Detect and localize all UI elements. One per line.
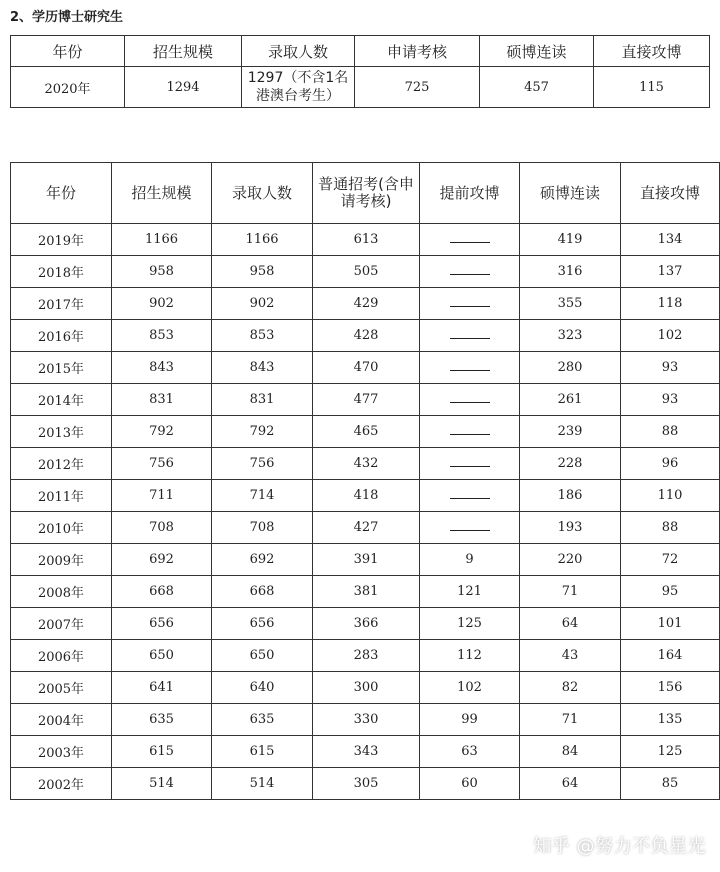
table-row bbox=[11, 256, 720, 288]
table-row bbox=[11, 704, 720, 736]
cell-successive: 228 bbox=[520, 448, 621, 480]
cell-admitted: 958 bbox=[212, 256, 313, 288]
table-row bbox=[11, 448, 720, 480]
empty-dash bbox=[450, 360, 490, 371]
cell-direct: 110 bbox=[621, 480, 720, 512]
cell-successive: 186 bbox=[520, 480, 621, 512]
cell-year: 2020年 bbox=[11, 67, 125, 108]
cell-early-phd bbox=[420, 288, 520, 320]
cell-year: 2018年 bbox=[11, 256, 112, 288]
cell-general-exam: 613 bbox=[313, 224, 420, 256]
cell-admitted: 1297（不含1名港澳台考生） bbox=[242, 67, 355, 108]
section-title: 2、学历博士研究生 bbox=[10, 10, 124, 25]
cell-successive: 64 bbox=[520, 768, 621, 800]
header-direct: 直接攻博 bbox=[594, 36, 710, 67]
cell-plan: 615 bbox=[112, 736, 212, 768]
header-direct: 直接攻博 bbox=[621, 163, 720, 224]
cell-direct: 88 bbox=[621, 512, 720, 544]
cell-successive: 84 bbox=[520, 736, 621, 768]
cell-successive: 261 bbox=[520, 384, 621, 416]
cell-successive: 323 bbox=[520, 320, 621, 352]
cell-successive: 316 bbox=[520, 256, 621, 288]
cell-early-phd: 112 bbox=[420, 640, 520, 672]
empty-dash bbox=[450, 424, 490, 435]
cell-year: 2008年 bbox=[11, 576, 112, 608]
cell-year: 2016年 bbox=[11, 320, 112, 352]
cell-early-phd: 125 bbox=[420, 608, 520, 640]
cell-plan: 831 bbox=[112, 384, 212, 416]
cell-early-phd bbox=[420, 416, 520, 448]
cell-plan: 656 bbox=[112, 608, 212, 640]
cell-admitted: 668 bbox=[212, 576, 313, 608]
cell-admitted: 831 bbox=[212, 384, 313, 416]
cell-plan: 843 bbox=[112, 352, 212, 384]
cell-early-phd bbox=[420, 256, 520, 288]
header-plan: 招生规模 bbox=[112, 163, 212, 224]
cell-successive: 355 bbox=[520, 288, 621, 320]
cell-year: 2007年 bbox=[11, 608, 112, 640]
cell-early-phd: 63 bbox=[420, 736, 520, 768]
cell-admitted: 756 bbox=[212, 448, 313, 480]
cell-successive: 64 bbox=[520, 608, 621, 640]
cell-plan: 668 bbox=[112, 576, 212, 608]
cell-early-phd: 60 bbox=[420, 768, 520, 800]
header-year: 年份 bbox=[11, 36, 125, 67]
cell-year: 2002年 bbox=[11, 768, 112, 800]
cell-plan: 650 bbox=[112, 640, 212, 672]
cell-plan: 692 bbox=[112, 544, 212, 576]
cell-direct: 96 bbox=[621, 448, 720, 480]
cell-general-exam: 432 bbox=[313, 448, 420, 480]
cell-direct: 137 bbox=[621, 256, 720, 288]
cell-direct: 88 bbox=[621, 416, 720, 448]
cell-admitted: 615 bbox=[212, 736, 313, 768]
cell-plan: 708 bbox=[112, 512, 212, 544]
cell-early-phd bbox=[420, 512, 520, 544]
cell-year: 2012年 bbox=[11, 448, 112, 480]
cell-admitted: 650 bbox=[212, 640, 313, 672]
cell-successive: 457 bbox=[480, 67, 594, 108]
cell-general-exam: 366 bbox=[313, 608, 420, 640]
cell-direct: 125 bbox=[621, 736, 720, 768]
cell-early-phd bbox=[420, 320, 520, 352]
cell-successive: 71 bbox=[520, 576, 621, 608]
cell-admitted: 708 bbox=[212, 512, 313, 544]
header-early-phd: 提前攻博 bbox=[420, 163, 520, 224]
cell-direct: 115 bbox=[594, 67, 710, 108]
table-row bbox=[11, 352, 720, 384]
cell-successive: 419 bbox=[520, 224, 621, 256]
cell-plan: 902 bbox=[112, 288, 212, 320]
cell-admitted: 792 bbox=[212, 416, 313, 448]
header-successive: 硕博连读 bbox=[480, 36, 594, 67]
cell-early-phd: 99 bbox=[420, 704, 520, 736]
cell-general-exam: 429 bbox=[313, 288, 420, 320]
cell-admitted: 640 bbox=[212, 672, 313, 704]
cell-year: 2014年 bbox=[11, 384, 112, 416]
cell-plan: 792 bbox=[112, 416, 212, 448]
cell-general-exam: 470 bbox=[313, 352, 420, 384]
cell-early-phd bbox=[420, 352, 520, 384]
cell-successive: 82 bbox=[520, 672, 621, 704]
cell-year: 2019年 bbox=[11, 224, 112, 256]
header-successive: 硕博连读 bbox=[520, 163, 621, 224]
cell-general-exam: 300 bbox=[313, 672, 420, 704]
cell-year: 2013年 bbox=[11, 416, 112, 448]
header-admitted: 录取人数 bbox=[242, 36, 355, 67]
table-row bbox=[11, 384, 720, 416]
table-row bbox=[11, 736, 720, 768]
watermark: 知乎 @努力不负星光 bbox=[533, 836, 706, 857]
empty-dash bbox=[450, 264, 490, 275]
cell-year: 2015年 bbox=[11, 352, 112, 384]
cell-year: 2011年 bbox=[11, 480, 112, 512]
empty-dash bbox=[450, 392, 490, 403]
cell-general-exam: 283 bbox=[313, 640, 420, 672]
table-row bbox=[11, 768, 720, 800]
cell-plan: 514 bbox=[112, 768, 212, 800]
cell-plan: 635 bbox=[112, 704, 212, 736]
cell-direct: 93 bbox=[621, 384, 720, 416]
cell-general-exam: 330 bbox=[313, 704, 420, 736]
cell-early-phd: 9 bbox=[420, 544, 520, 576]
cell-year: 2017年 bbox=[11, 288, 112, 320]
cell-year: 2004年 bbox=[11, 704, 112, 736]
table-row bbox=[11, 416, 720, 448]
cell-direct: 118 bbox=[621, 288, 720, 320]
empty-dash bbox=[450, 488, 490, 499]
cell-early-phd bbox=[420, 384, 520, 416]
cell-plan: 711 bbox=[112, 480, 212, 512]
cell-admitted: 714 bbox=[212, 480, 313, 512]
table-row bbox=[11, 288, 720, 320]
cell-direct: 101 bbox=[621, 608, 720, 640]
cell-admitted: 853 bbox=[212, 320, 313, 352]
cell-general-exam: 427 bbox=[313, 512, 420, 544]
table-row bbox=[11, 224, 720, 256]
empty-dash bbox=[450, 520, 490, 531]
cell-direct: 135 bbox=[621, 704, 720, 736]
empty-dash bbox=[450, 328, 490, 339]
cell-plan: 1294 bbox=[125, 67, 242, 108]
table-row bbox=[11, 672, 720, 704]
admission-history-table bbox=[10, 162, 720, 800]
table-row bbox=[11, 512, 720, 544]
cell-early-phd: 102 bbox=[420, 672, 520, 704]
cell-general-exam: 505 bbox=[313, 256, 420, 288]
cell-direct: 134 bbox=[621, 224, 720, 256]
table-row bbox=[11, 320, 720, 352]
header-plan: 招生规模 bbox=[125, 36, 242, 67]
cell-year: 2010年 bbox=[11, 512, 112, 544]
cell-general-exam: 305 bbox=[313, 768, 420, 800]
table-row bbox=[11, 640, 720, 672]
cell-admitted: 692 bbox=[212, 544, 313, 576]
cell-early-phd bbox=[420, 448, 520, 480]
cell-successive: 193 bbox=[520, 512, 621, 544]
header-apply-review: 申请考核 bbox=[355, 36, 480, 67]
cell-plan: 756 bbox=[112, 448, 212, 480]
cell-successive: 280 bbox=[520, 352, 621, 384]
cell-plan: 958 bbox=[112, 256, 212, 288]
cell-successive: 43 bbox=[520, 640, 621, 672]
empty-dash bbox=[450, 296, 490, 307]
cell-apply-review: 725 bbox=[355, 67, 480, 108]
cell-general-exam: 465 bbox=[313, 416, 420, 448]
cell-year: 2005年 bbox=[11, 672, 112, 704]
cell-successive: 239 bbox=[520, 416, 621, 448]
cell-admitted: 843 bbox=[212, 352, 313, 384]
empty-dash bbox=[450, 456, 490, 467]
cell-general-exam: 381 bbox=[313, 576, 420, 608]
table-row bbox=[11, 480, 720, 512]
table-header-row bbox=[11, 163, 720, 224]
cell-admitted: 514 bbox=[212, 768, 313, 800]
header-general-exam: 普通招考(含申请考核) bbox=[313, 163, 420, 224]
header-year: 年份 bbox=[11, 163, 112, 224]
cell-plan: 853 bbox=[112, 320, 212, 352]
admission-table-2020 bbox=[10, 35, 710, 108]
cell-successive: 220 bbox=[520, 544, 621, 576]
cell-early-phd bbox=[420, 224, 520, 256]
cell-year: 2009年 bbox=[11, 544, 112, 576]
cell-year: 2003年 bbox=[11, 736, 112, 768]
cell-general-exam: 391 bbox=[313, 544, 420, 576]
table-header-row bbox=[11, 36, 710, 67]
cell-admitted: 1166 bbox=[212, 224, 313, 256]
cell-general-exam: 343 bbox=[313, 736, 420, 768]
cell-direct: 164 bbox=[621, 640, 720, 672]
table-row bbox=[11, 544, 720, 576]
cell-direct: 156 bbox=[621, 672, 720, 704]
header-admitted: 录取人数 bbox=[212, 163, 313, 224]
cell-year: 2006年 bbox=[11, 640, 112, 672]
cell-direct: 93 bbox=[621, 352, 720, 384]
cell-successive: 71 bbox=[520, 704, 621, 736]
cell-general-exam: 428 bbox=[313, 320, 420, 352]
cell-direct: 72 bbox=[621, 544, 720, 576]
cell-admitted: 635 bbox=[212, 704, 313, 736]
cell-plan: 1166 bbox=[112, 224, 212, 256]
table-row bbox=[11, 576, 720, 608]
cell-general-exam: 418 bbox=[313, 480, 420, 512]
cell-early-phd: 121 bbox=[420, 576, 520, 608]
cell-admitted: 902 bbox=[212, 288, 313, 320]
table-row bbox=[11, 67, 710, 108]
empty-dash bbox=[450, 232, 490, 243]
cell-direct: 85 bbox=[621, 768, 720, 800]
table-row bbox=[11, 608, 720, 640]
cell-plan: 641 bbox=[112, 672, 212, 704]
cell-direct: 102 bbox=[621, 320, 720, 352]
cell-early-phd bbox=[420, 480, 520, 512]
cell-admitted: 656 bbox=[212, 608, 313, 640]
cell-general-exam: 477 bbox=[313, 384, 420, 416]
cell-direct: 95 bbox=[621, 576, 720, 608]
